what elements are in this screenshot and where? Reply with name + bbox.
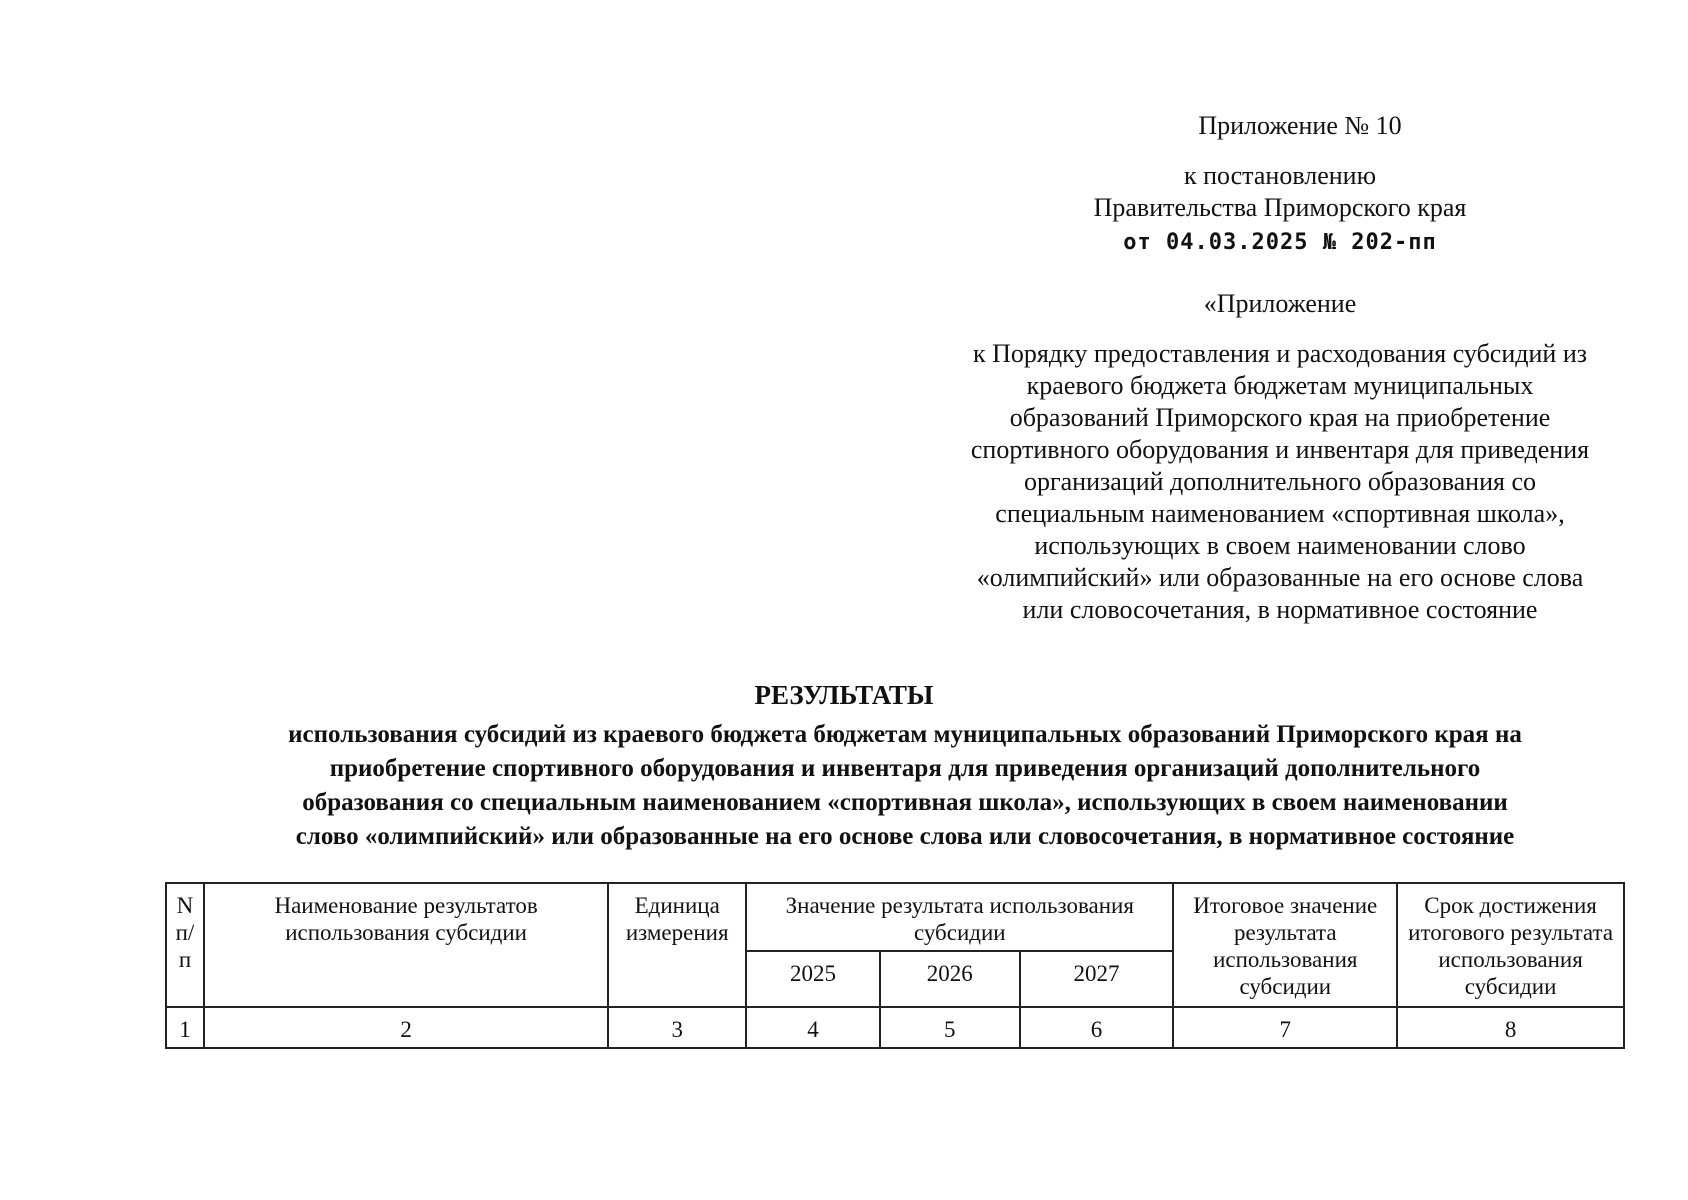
procedure-line: к Порядку предоставления и расходования субсидий из: [972, 339, 1588, 368]
year-cell: 2025: [746, 951, 880, 1007]
column-number-cell: 4: [746, 1007, 880, 1048]
procedure-line: или словосочетания, в нормативное состояние: [1022, 595, 1538, 624]
year-cell: 2026: [880, 951, 1020, 1007]
header-cell-value: Значение результата использования субсидии: [746, 883, 1173, 951]
procedure-line: организаций дополнительного образования со: [1023, 467, 1537, 496]
header-cell-number: N п/ п: [166, 883, 204, 1007]
appendix-number: Приложение № 10: [1198, 111, 1402, 140]
procedure-line: спортивного оборудования и инвентаря для приведения: [970, 435, 1590, 464]
year-cell: 2027: [1020, 951, 1174, 1007]
header-cell-final-value: Итоговое значение результата использования субсидии: [1173, 883, 1397, 1007]
quoted-appendix-heading: «Приложение: [1203, 289, 1357, 318]
procedure-reference: [930, 338, 1630, 626]
procedure-line: образований Приморского края на приобретение: [1009, 403, 1551, 432]
procedure-line: «олимпийский» или образованные на его основе слова: [976, 563, 1584, 592]
results-title: РЕЗУЛЬТАТЫ: [754, 680, 934, 710]
column-number-cell: 5: [880, 1007, 1020, 1048]
header-cell-term: Срок достижения итогового результата использования субсидии: [1397, 883, 1624, 1007]
to-decree-text: [1060, 160, 1500, 224]
procedure-line: использующих в своем наименовании слово: [1034, 531, 1526, 560]
column-number-cell: 3: [608, 1007, 746, 1048]
subtitle-line: использования субсидий из краевого бюджета бюджетам муниципальных образований Приморского края на: [288, 721, 1522, 748]
procedure-line: специальным наименованием «спортивная школа»,: [995, 499, 1565, 528]
subtitle-line: образования со специальным наименованием «спортивная школа», использующих в своем наименовании: [302, 789, 1508, 816]
subtitle-line: слово «олимпийский» или образованные на его основе слова или словосочетания, в нормативное состояние: [295, 823, 1515, 850]
table-header-row: [166, 883, 1624, 951]
results-subtitle: [180, 718, 1630, 854]
column-number-cell: 7: [1173, 1007, 1397, 1048]
header-cell-unit: Единица измерения: [608, 883, 746, 1007]
to-decree-line: Правительства Приморского края: [1093, 193, 1467, 222]
table-row: [166, 1007, 1624, 1048]
subtitle-line: приобретение спортивного оборудования и инвентаря для приведения организаций дополнительного: [329, 755, 1481, 782]
decree-number: от 04.03.2025 № 202-пп: [1123, 230, 1437, 255]
column-number-cell: 2: [204, 1007, 608, 1048]
column-number-cell: 8: [1397, 1007, 1624, 1048]
to-decree-line: к постановлению: [1183, 161, 1377, 190]
procedure-line: краевого бюджета бюджетам муниципальных: [1026, 371, 1534, 400]
column-number-cell: 1: [166, 1007, 204, 1048]
header-cell-result-name: Наименование результатов использования субсидии: [204, 883, 608, 1007]
results-table: [165, 882, 1625, 1049]
column-number-cell: 6: [1020, 1007, 1174, 1048]
